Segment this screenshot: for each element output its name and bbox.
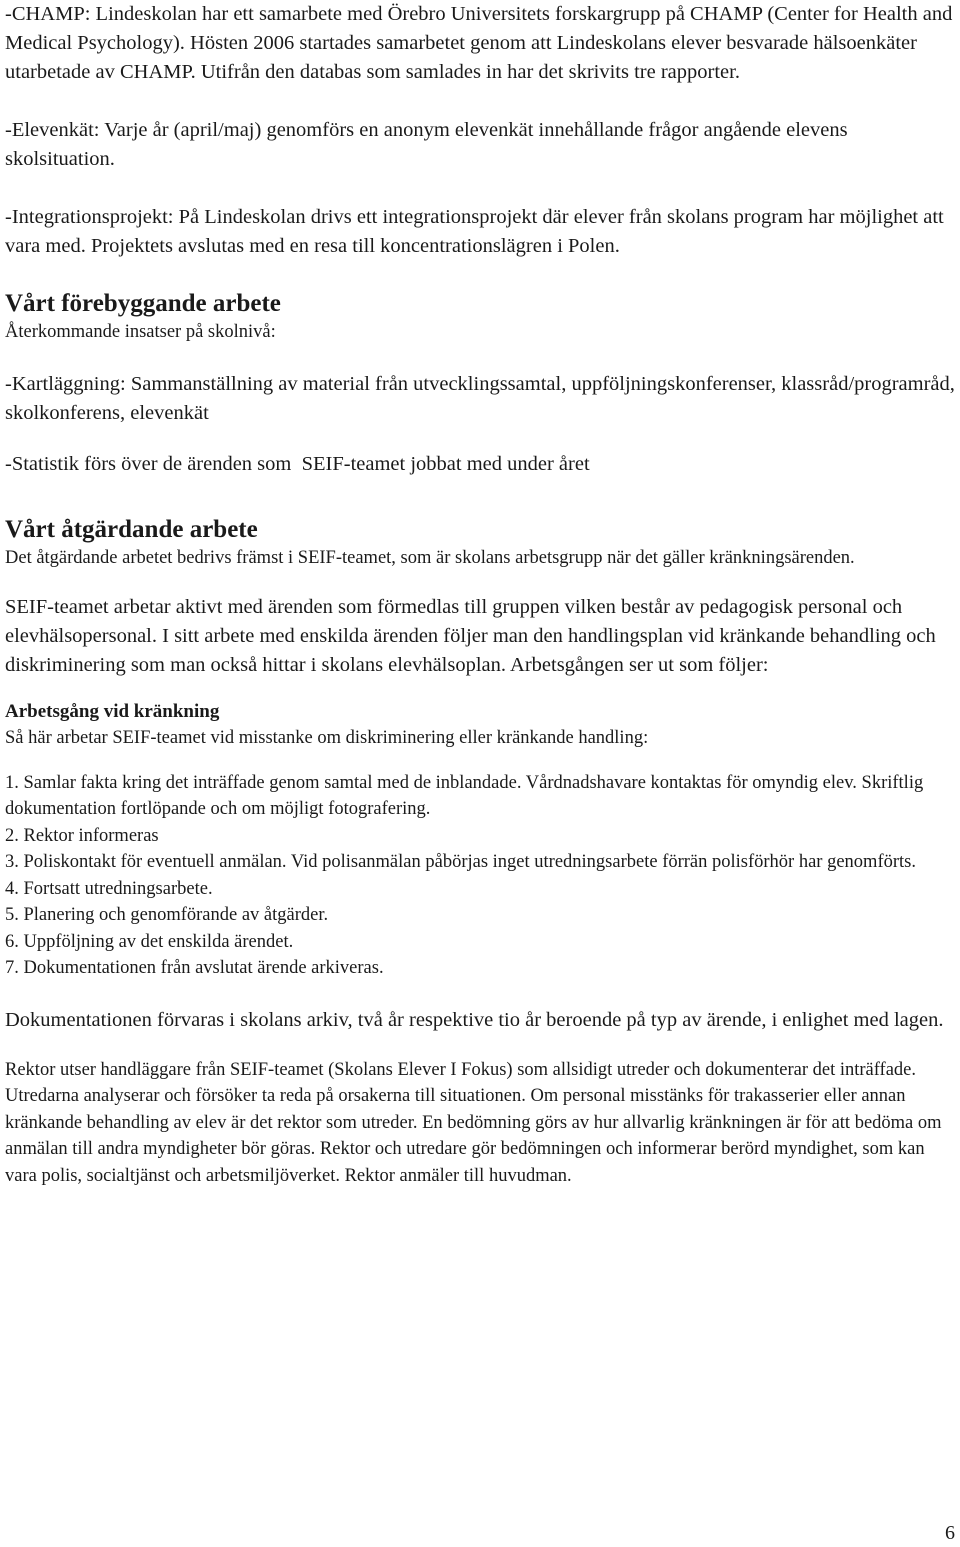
- heading-forebyggande-arbete: Vårt förebyggande arbete: [5, 290, 281, 317]
- page-number: 6: [945, 1522, 955, 1544]
- paragraph-integrationsprojekt: -Integrationsprojekt: På Lindeskolan drivs ett integrationsprojekt där elever från skolans program har möjlighet att vara med. Projektets avslutas med en resa till koncentrationslägren i Polen.: [5, 206, 949, 257]
- list-item: 2. Rektor informeras: [5, 825, 159, 846]
- paragraph-seif-teamet: SEIF-teamet arbetar aktivt med ärenden som förmedlas till gruppen vilken består av pedagogisk personal och elevhälsopersonal. I sitt arbete med enskilda ärenden följer man den handlingsplan vid kränkande behandling och diskriminering som man också hittar i skolans elevhälsoplan. Arbetsgången ser ut som följer:: [5, 596, 941, 676]
- list-item: 4. Fortsatt utredningsarbete.: [5, 878, 213, 899]
- paragraph-dokumentation-arkiv: Dokumentationen förvaras i skolans arkiv, två år respektive tio år beroende på typ av ärende, i enlighet med lagen.: [5, 1008, 944, 1031]
- document-page: [5, 0, 960, 1189]
- list-item: 7. Dokumentationen från avslutat ärende arkiveras.: [5, 958, 384, 978]
- list-item: 6. Uppföljning av det enskilda ärendet.: [5, 931, 294, 952]
- list-item: 3. Poliskontakt för eventuell anmälan. Vid polisanmälan påbörjas inget utredningsarbete förrän polisförhör har genomförts.: [5, 852, 916, 872]
- atgardande-intro: Det åtgärdande arbetet bedrivs främst i SEIF-teamet, som är skolans arbetsgrupp när det gäller kränkningsärenden.: [5, 547, 855, 568]
- forebyggande-intro: Återkommande insatser på skolnivå:: [5, 322, 276, 342]
- heading-arbetsgang: Arbetsgång vid kränkning: [5, 701, 220, 722]
- list-item: 1. Samlar fakta kring det inträffade genom samtal med de inblandade. Vårdnadshavare kontaktas för omyndig elev. Skriftlig dokumentation fortlöpande och om möjligt fotografering.: [5, 772, 924, 819]
- paragraph-elevenkat: -Elevenkät: Varje år (april/maj) genomförs en anonym elevenkät innehållande frågor angående elevens skolsituation.: [5, 119, 853, 170]
- arbetsgang-steps: [5, 770, 957, 982]
- paragraph-champ: -CHAMP: Lindeskolan har ett samarbete med Örebro Universitets forskargrupp på CHAMP (Center for Health and Medical Psychology). Hösten 2006 startades samarbetet genom att Lindeskolans elever besvarade hälsoenkäter utarbetade av CHAMP. Utifrån den databas som samlades in har det skrivits tre rapporter.: [5, 3, 958, 83]
- list-item: 5. Planering och genomförande av åtgärder.: [5, 905, 329, 925]
- heading-atgardande-arbete: Vårt åtgärdande arbete: [5, 515, 258, 543]
- paragraph-kartlaggning: -Kartläggning: Sammanställning av material från utvecklingssamtal, uppföljningskonferenser, klassråd/programråd, skolkonferens, elevenkät: [5, 372, 960, 424]
- arbetsgang-intro: Så här arbetar SEIF-teamet vid misstanke om diskriminering eller kränkande handling:: [5, 728, 649, 748]
- paragraph-rektor-utser: Rektor utser handläggare från SEIF-teamet (Skolans Elever I Fokus) som allsidigt utreder och dokumenterar det inträffade. Utredarna analyserar och försöker ta reda på orsakerna till situationen. Om personal misstänks för trakasserier eller annan kränkande behandling av elev är det rektor som utreder. En bedömning görs av hur allvarlig kränkningen är för att bedöma om anmälan till andra myndigheter bör göras. Rektor och utredare gör bedömningen och informerar berörd myndighet, som kan vara polis, socialtjänst och arbetsmiljöverket. Rektor anmäler till huvudman.: [5, 1059, 947, 1186]
- paragraph-statistik: -Statistik förs över de ärenden som SEIF-teamet jobbat med under året: [5, 452, 590, 475]
